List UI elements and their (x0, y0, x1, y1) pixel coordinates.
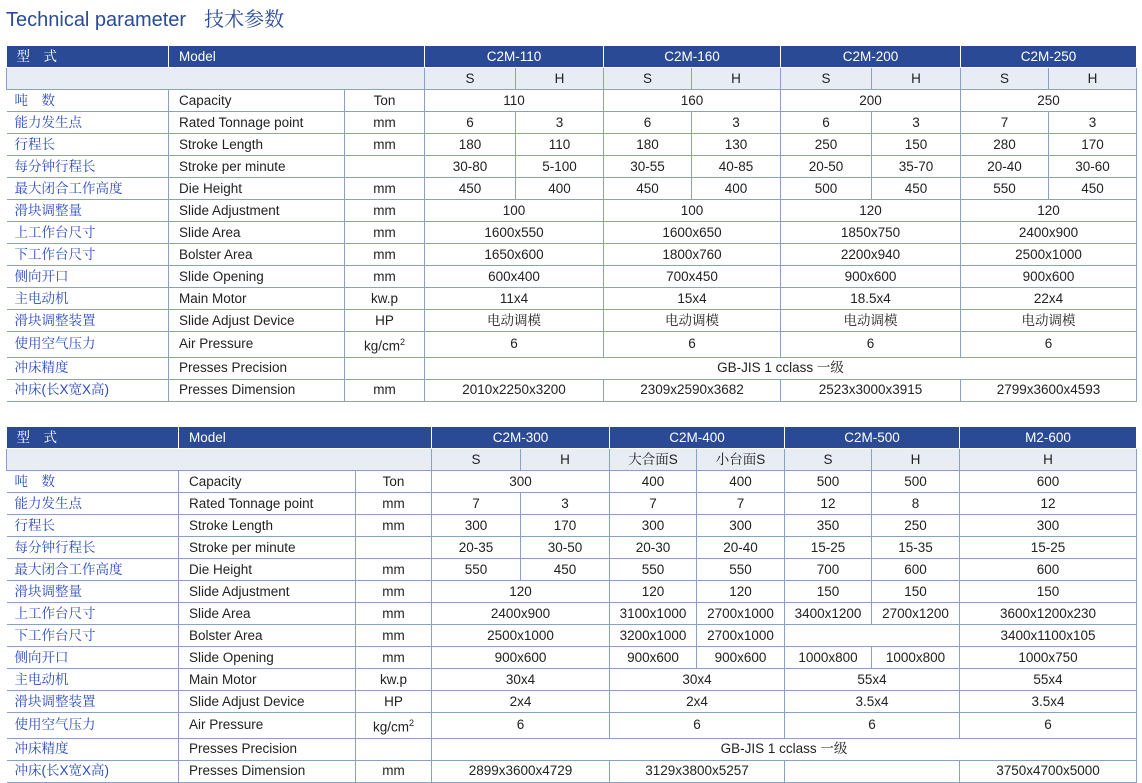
value-cell: 6 (604, 112, 692, 134)
value-cell: 电动调模 (961, 310, 1137, 332)
value-cell: 3.5x4 (960, 691, 1137, 713)
model-header: C2M-250 (961, 46, 1137, 68)
value-cell: 150 (785, 581, 872, 603)
value-cell: 2523x3000x3915 (781, 379, 961, 401)
value-cell: 1850x750 (781, 222, 961, 244)
page-title (6, 3, 284, 31)
param-name-en: Slide Area (169, 222, 345, 244)
value-cell: 7 (961, 112, 1049, 134)
value-cell: 6 (604, 332, 781, 358)
table-row (7, 603, 1137, 625)
value-cell: 150 (872, 581, 960, 603)
param-name-cn: 侧向开口 (7, 647, 179, 669)
table-row (7, 178, 1137, 200)
model-label: Model (169, 46, 425, 68)
param-name-cn: 行程长 (7, 134, 169, 156)
value-cell: 120 (781, 200, 961, 222)
subheader-blank (7, 68, 425, 90)
value-cell: 15x4 (604, 288, 781, 310)
param-name-cn: 能力发生点 (7, 112, 169, 134)
value-cell: 700 (785, 559, 872, 581)
value-cell: 170 (1049, 134, 1137, 156)
value-cell: 500 (781, 178, 872, 200)
model-header: C2M-110 (425, 46, 604, 68)
type-label: 型 式 (7, 427, 179, 449)
param-name-en: Slide Adjustment (179, 581, 356, 603)
title-zh: 技术参数 (204, 9, 285, 31)
value-cell: 2x4 (610, 691, 785, 713)
subheader-blank (7, 449, 432, 471)
table-row (7, 156, 1137, 178)
value-cell: 1000x800 (785, 647, 872, 669)
value-cell: 170 (521, 515, 610, 537)
table-row (7, 266, 1137, 288)
value-cell: 30x4 (610, 669, 785, 691)
value-cell: 6 (425, 332, 604, 358)
value-cell: 1800x760 (604, 244, 781, 266)
value-cell: 120 (961, 200, 1137, 222)
param-unit: HP (356, 691, 432, 713)
value-cell: 300 (432, 471, 610, 493)
value-cell: 250 (781, 134, 872, 156)
param-name-en: Presses Precision (169, 357, 345, 379)
value-cell: 2400x900 (432, 603, 610, 625)
param-unit: mm (356, 493, 432, 515)
header-row (7, 427, 1137, 449)
param-name-cn: 吨 数 (7, 471, 179, 493)
param-name-en: Slide Area (179, 603, 356, 625)
param-name-cn: 冲床精度 (7, 738, 179, 760)
value-cell: 2899x3600x4729 (432, 760, 610, 782)
param-unit (345, 357, 425, 379)
variant-header: H (521, 449, 610, 471)
value-cell: 电动调模 (425, 310, 604, 332)
param-name-cn: 滑块调整量 (7, 200, 169, 222)
table-row (7, 760, 1137, 782)
param-name-en: Bolster Area (179, 625, 356, 647)
table-row (7, 625, 1137, 647)
value-cell: 600 (960, 471, 1137, 493)
variant-header: S (432, 449, 521, 471)
table-row (7, 691, 1137, 713)
param-name-cn: 吨 数 (7, 90, 169, 112)
param-unit: Ton (345, 90, 425, 112)
value-cell: 300 (610, 515, 697, 537)
value-cell: 20-40 (697, 537, 785, 559)
value-cell: 6 (781, 332, 961, 358)
table-row (7, 288, 1137, 310)
title-en: Technical parameter (6, 9, 187, 31)
table-row (7, 222, 1137, 244)
value-cell: 30x4 (432, 669, 610, 691)
value-cell: 15-25 (960, 537, 1137, 559)
param-name-en: Slide Adjustment (169, 200, 345, 222)
value-cell: 35-70 (872, 156, 961, 178)
table-row (7, 90, 1137, 112)
value-cell: 55x4 (785, 669, 960, 691)
value-cell: 120 (697, 581, 785, 603)
value-cell: 1000x800 (872, 647, 960, 669)
table-row (7, 244, 1137, 266)
table-row (7, 357, 1137, 379)
param-unit: $kg/cm^2$ (356, 713, 432, 739)
param-unit: kw.p (345, 288, 425, 310)
value-cell: 3 (516, 112, 604, 134)
value-cell: 200 (781, 90, 961, 112)
value-cell: 5-100 (516, 156, 604, 178)
param-name-en: Presses Precision (179, 738, 356, 760)
value-cell: 2500x1000 (961, 244, 1137, 266)
unit-superscript: 2 (409, 718, 415, 728)
header-row (7, 46, 1137, 68)
value-cell: 100 (604, 200, 781, 222)
param-name-cn: 下工作台尺寸 (7, 244, 169, 266)
value-cell: 7 (610, 493, 697, 515)
value-cell: 20-50 (781, 156, 872, 178)
param-unit: mm (356, 581, 432, 603)
table-row (7, 332, 1137, 358)
param-name-cn: 最大闭合工作高度 (7, 178, 169, 200)
value-cell: GB-JIS 1 cclass 一级 (432, 738, 1137, 760)
value-cell: 15-25 (785, 537, 872, 559)
variant-header: S (961, 68, 1049, 90)
value-cell: 2400x900 (961, 222, 1137, 244)
value-cell (785, 760, 960, 782)
value-cell: 3 (521, 493, 610, 515)
value-cell: 500 (785, 471, 872, 493)
param-unit: kw.p (356, 669, 432, 691)
param-name-cn: 上工作台尺寸 (7, 603, 179, 625)
param-name-en: Stroke Length (169, 134, 345, 156)
param-name-en: Rated Tonnage point (179, 493, 356, 515)
param-name-cn: 侧向开口 (7, 266, 169, 288)
value-cell: 6 (425, 112, 516, 134)
value-cell: 3200x1000 (610, 625, 697, 647)
model-header: C2M-200 (781, 46, 961, 68)
value-cell: 11x4 (425, 288, 604, 310)
value-cell: 150 (872, 134, 961, 156)
param-unit: mm (345, 244, 425, 266)
value-cell: 150 (960, 581, 1137, 603)
param-name-cn: 冲床(长X宽X高) (7, 379, 169, 401)
value-cell: 2700x1000 (697, 603, 785, 625)
value-cell: 280 (961, 134, 1049, 156)
param-name-en: Capacity (179, 471, 356, 493)
value-cell: 450 (1049, 178, 1137, 200)
value-cell: 550 (961, 178, 1049, 200)
table-row (7, 112, 1137, 134)
model-header: M2-600 (960, 427, 1137, 449)
param-name-cn: 最大闭合工作高度 (7, 559, 179, 581)
variant-header: H (960, 449, 1137, 471)
value-cell: 450 (425, 178, 516, 200)
param-name-cn: 冲床(长X宽X高) (7, 760, 179, 782)
value-cell: 900x600 (610, 647, 697, 669)
param-name-en: Stroke per minute (169, 156, 345, 178)
table-row (7, 559, 1137, 581)
spec-table-2 (6, 426, 1137, 783)
value-cell: 22x4 (961, 288, 1137, 310)
param-name-cn: 滑块调整装置 (7, 310, 169, 332)
variant-header: H (692, 68, 781, 90)
value-cell: 3.5x4 (785, 691, 960, 713)
table-row (7, 379, 1137, 401)
value-cell: 600x400 (425, 266, 604, 288)
param-name-en: Air Pressure (179, 713, 356, 739)
variant-header: S (425, 68, 516, 90)
param-name-en: Stroke Length (179, 515, 356, 537)
model-header: C2M-400 (610, 427, 785, 449)
param-name-cn: 下工作台尺寸 (7, 625, 179, 647)
param-name-en: Capacity (169, 90, 345, 112)
variant-header: S (785, 449, 872, 471)
param-unit: mm (345, 134, 425, 156)
param-unit: Ton (356, 471, 432, 493)
value-cell: 450 (872, 178, 961, 200)
value-cell: 3129x3800x5257 (610, 760, 785, 782)
param-name-en: Slide Opening (169, 266, 345, 288)
param-unit: mm (345, 112, 425, 134)
param-name-cn: 每分钟行程长 (7, 156, 169, 178)
variant-header: H (1049, 68, 1137, 90)
spec-table-1 (6, 45, 1137, 402)
table-row (7, 471, 1137, 493)
param-unit: HP (345, 310, 425, 332)
model-label: Model (179, 427, 432, 449)
value-cell: 100 (425, 200, 604, 222)
value-cell: 120 (610, 581, 697, 603)
value-cell (785, 625, 960, 647)
value-cell: 300 (960, 515, 1137, 537)
param-unit: mm (345, 178, 425, 200)
table-row (7, 493, 1137, 515)
value-cell: 3400x1100x105 (960, 625, 1137, 647)
value-cell: 20-35 (432, 537, 521, 559)
param-name-cn: 使用空气压力 (7, 332, 169, 358)
value-cell: 400 (516, 178, 604, 200)
param-name-en: Main Motor (179, 669, 356, 691)
value-cell: 1600x550 (425, 222, 604, 244)
value-cell: 30-60 (1049, 156, 1137, 178)
value-cell: 2309x2590x3682 (604, 379, 781, 401)
value-cell: 3 (1049, 112, 1137, 134)
variant-header: S (781, 68, 872, 90)
value-cell: 900x600 (432, 647, 610, 669)
param-unit: mm (356, 559, 432, 581)
param-unit (356, 537, 432, 559)
param-unit: mm (345, 379, 425, 401)
value-cell: 3750x4700x5000 (960, 760, 1137, 782)
value-cell: 3 (872, 112, 961, 134)
param-name-en: Slide Adjust Device (179, 691, 356, 713)
value-cell: 2799x3600x4593 (961, 379, 1137, 401)
value-cell: 3600x1200x230 (960, 603, 1137, 625)
param-unit: $kg/cm^2$ (345, 332, 425, 358)
type-label: 型 式 (7, 46, 169, 68)
param-unit (345, 156, 425, 178)
value-cell: 6 (961, 332, 1137, 358)
value-cell: 600 (960, 559, 1137, 581)
value-cell: 110 (516, 134, 604, 156)
value-cell: 1600x650 (604, 222, 781, 244)
value-cell: 30-80 (425, 156, 516, 178)
variant-header: 大合面S (610, 449, 697, 471)
value-cell: 6 (781, 112, 872, 134)
table-row (7, 581, 1137, 603)
variant-header: H (872, 68, 961, 90)
param-name-en: Presses Dimension (179, 760, 356, 782)
param-name-en: Slide Opening (179, 647, 356, 669)
value-cell: 2200x940 (781, 244, 961, 266)
param-name-cn: 每分钟行程长 (7, 537, 179, 559)
param-name-en: Stroke per minute (179, 537, 356, 559)
value-cell: 3400x1200 (785, 603, 872, 625)
table-row (7, 669, 1137, 691)
value-cell: GB-JIS 1 cclass 一级 (425, 357, 1137, 379)
param-name-cn: 行程长 (7, 515, 179, 537)
value-cell: 160 (604, 90, 781, 112)
table-row (7, 647, 1137, 669)
value-cell: 电动调模 (781, 310, 961, 332)
value-cell: 450 (521, 559, 610, 581)
value-cell: 7 (697, 493, 785, 515)
param-name-en: Bolster Area (169, 244, 345, 266)
value-cell: 8 (872, 493, 960, 515)
value-cell: 900x600 (697, 647, 785, 669)
value-cell: 250 (872, 515, 960, 537)
param-name-cn: 能力发生点 (7, 493, 179, 515)
subheader-row (7, 449, 1137, 471)
param-unit: mm (356, 515, 432, 537)
value-cell: 1000x750 (960, 647, 1137, 669)
subheader-row (7, 68, 1137, 90)
value-cell: 12 (960, 493, 1137, 515)
param-unit (356, 738, 432, 760)
param-name-cn: 主电动机 (7, 288, 169, 310)
value-cell: 30-55 (604, 156, 692, 178)
param-name-cn: 使用空气压力 (7, 713, 179, 739)
param-name-cn: 滑块调整量 (7, 581, 179, 603)
param-unit: mm (345, 222, 425, 244)
param-name-cn: 主电动机 (7, 669, 179, 691)
value-cell: 600 (872, 559, 960, 581)
value-cell: 15-35 (872, 537, 960, 559)
value-cell: 6 (960, 713, 1137, 739)
value-cell: 400 (697, 471, 785, 493)
param-name-en: Die Height (179, 559, 356, 581)
value-cell: 3 (692, 112, 781, 134)
value-cell: 30-50 (521, 537, 610, 559)
param-unit: mm (356, 625, 432, 647)
value-cell: 55x4 (960, 669, 1137, 691)
param-unit: mm (345, 266, 425, 288)
value-cell: 18.5x4 (781, 288, 961, 310)
value-cell: 900x600 (781, 266, 961, 288)
table-row (7, 200, 1137, 222)
table-row (7, 738, 1137, 760)
variant-header: 小台面S (697, 449, 785, 471)
value-cell: 12 (785, 493, 872, 515)
value-cell: 450 (604, 178, 692, 200)
value-cell: 550 (432, 559, 521, 581)
value-cell: 2x4 (432, 691, 610, 713)
model-header: C2M-160 (604, 46, 781, 68)
value-cell: 130 (692, 134, 781, 156)
table-row (7, 713, 1137, 739)
value-cell: 电动调模 (604, 310, 781, 332)
model-header: C2M-500 (785, 427, 960, 449)
value-cell: 7 (432, 493, 521, 515)
model-header: C2M-300 (432, 427, 610, 449)
value-cell: 550 (697, 559, 785, 581)
param-name-en: Presses Dimension (169, 379, 345, 401)
table-row (7, 537, 1137, 559)
value-cell: 2010x2250x3200 (425, 379, 604, 401)
param-name-cn: 上工作台尺寸 (7, 222, 169, 244)
value-cell: 180 (425, 134, 516, 156)
value-cell: 1650x600 (425, 244, 604, 266)
table-row (7, 310, 1137, 332)
value-cell: 3100x1000 (610, 603, 697, 625)
value-cell: 120 (432, 581, 610, 603)
value-cell: 6 (785, 713, 960, 739)
param-name-cn: 冲床精度 (7, 357, 169, 379)
value-cell: 300 (697, 515, 785, 537)
value-cell: 350 (785, 515, 872, 537)
variant-header: S (604, 68, 692, 90)
value-cell: 110 (425, 90, 604, 112)
value-cell: 400 (610, 471, 697, 493)
param-name-cn: 滑块调整装置 (7, 691, 179, 713)
value-cell: 6 (432, 713, 610, 739)
value-cell: 700x450 (604, 266, 781, 288)
value-cell: 900x600 (961, 266, 1137, 288)
unit-superscript: 2 (400, 337, 406, 347)
value-cell: 6 (610, 713, 785, 739)
table-row (7, 515, 1137, 537)
value-cell: 180 (604, 134, 692, 156)
value-cell: 550 (610, 559, 697, 581)
param-name-en: Air Pressure (169, 332, 345, 358)
value-cell: 20-30 (610, 537, 697, 559)
param-unit: mm (345, 200, 425, 222)
param-unit: mm (356, 647, 432, 669)
table-row (7, 134, 1137, 156)
value-cell: 400 (692, 178, 781, 200)
value-cell: 40-85 (692, 156, 781, 178)
value-cell: 2500x1000 (432, 625, 610, 647)
value-cell: 250 (961, 90, 1137, 112)
param-unit: mm (356, 760, 432, 782)
value-cell: 500 (872, 471, 960, 493)
param-name-en: Die Height (169, 178, 345, 200)
param-name-en: Slide Adjust Device (169, 310, 345, 332)
variant-header: H (872, 449, 960, 471)
value-cell: 2700x1200 (872, 603, 960, 625)
param-name-en: Rated Tonnage point (169, 112, 345, 134)
value-cell: 20-40 (961, 156, 1049, 178)
param-name-en: Main Motor (169, 288, 345, 310)
param-unit: mm (356, 603, 432, 625)
variant-header: H (516, 68, 604, 90)
value-cell: 300 (432, 515, 521, 537)
value-cell: 2700x1000 (697, 625, 785, 647)
